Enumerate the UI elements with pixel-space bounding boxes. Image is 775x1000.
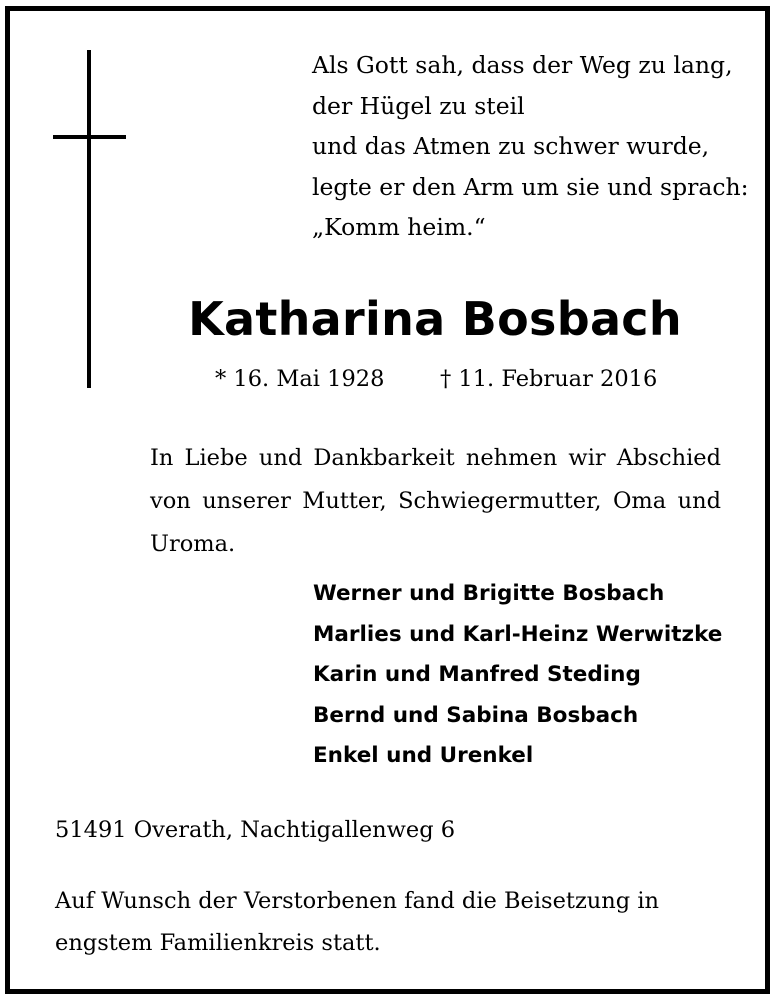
signer: Werner und Brigitte Bosbach [313, 581, 665, 606]
address: 51491 Overath, Nachtigallenweg 6 [55, 817, 456, 843]
poem-line: legte er den Arm um sie und sprach: [312, 172, 749, 201]
signer: Enkel und Urenkel [313, 743, 534, 768]
poem-line: Als Gott sah, dass der Weg zu lang, [312, 51, 733, 79]
birth-date: * 16. Mai 1928 [215, 366, 385, 392]
farewell-message: In Liebe und Dankbarkeit nehmen wir Abschied von unserer Mutter, Schwiegermutter, Oma und Uroma. [150, 445, 721, 557]
poem [312, 45, 749, 248]
poem-line: der Hügel zu steil [312, 91, 525, 120]
signer: Karin und Manfred Steding [313, 662, 641, 687]
signers-list [313, 574, 722, 777]
poem-line: „Komm heim.“ [312, 213, 486, 241]
burial-note: Auf Wunsch der Verstorbenen fand die Beisetzung in engstem Familienkreis statt. [55, 888, 660, 956]
death-date: † 11. Februar 2016 [440, 366, 658, 392]
signer: Bernd und Sabina Bosbach [313, 702, 639, 728]
signer: Marlies und Karl-Heinz Werwitzke [313, 621, 723, 647]
poem-line: und das Atmen zu schwer wurde, [312, 132, 710, 160]
deceased-name: Katharina Bosbach [188, 292, 682, 346]
